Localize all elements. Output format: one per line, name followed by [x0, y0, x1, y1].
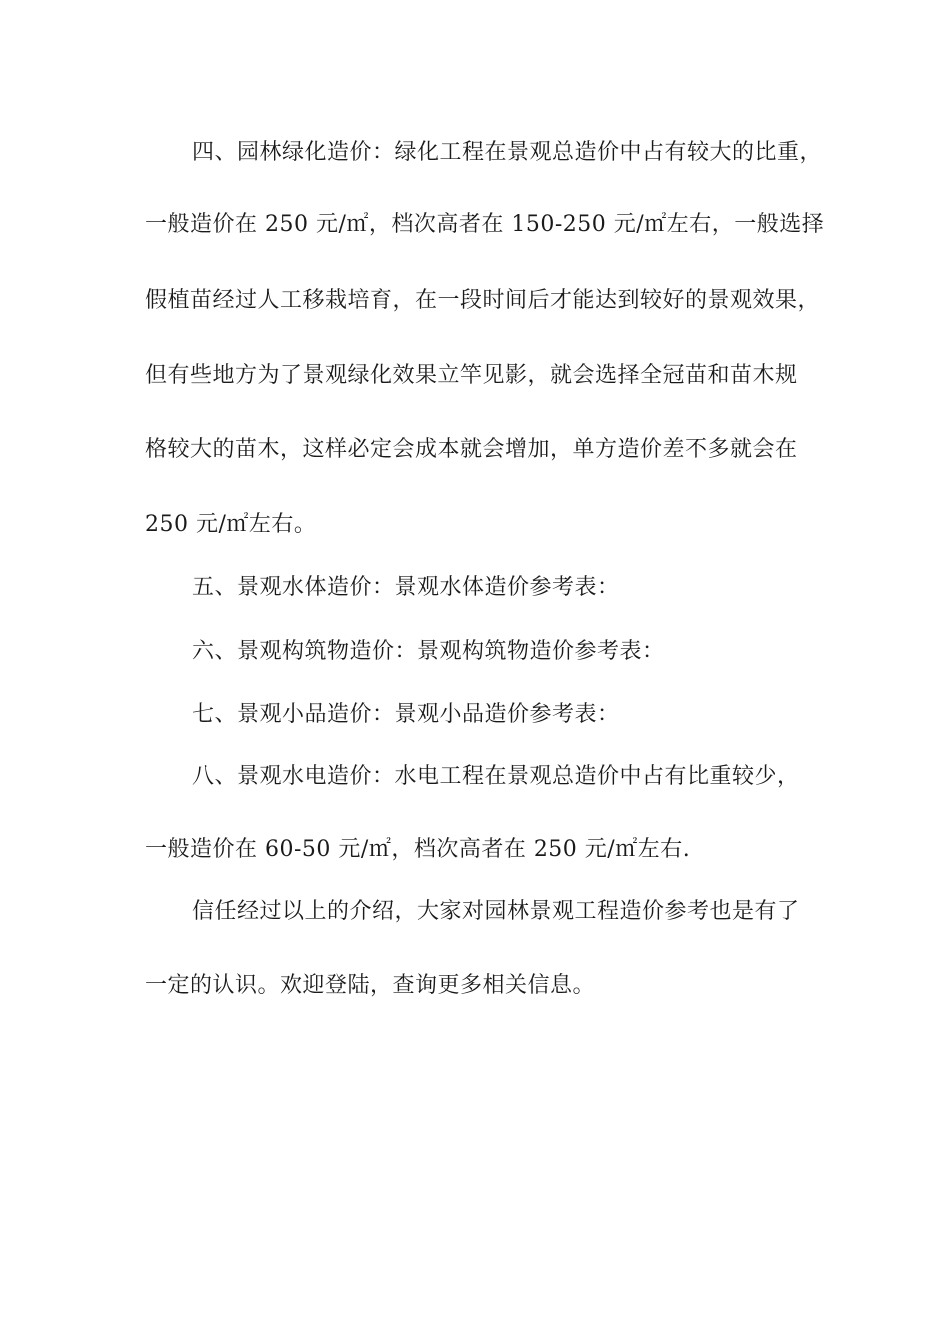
- paragraph-closing-line-1: 信任经过以上的介绍，大家对园林景观工程造价参考也是有了: [192, 899, 800, 924]
- paragraph-utilities-line-1: 八、景观水电造价：水电工程在景观总造价中占有比重较少，: [192, 764, 800, 789]
- paragraph-closing-line-2: 一定的认识。欢迎登陆，查询更多相关信息。: [145, 973, 596, 998]
- paragraph-utilities-line-2: 一般造价在 60-50 元/㎡，档次高者在 250 元/㎡左右.: [145, 837, 691, 862]
- paragraph-landscaping-line-2: 一般造价在 250 元/㎡，档次高者在 150-250 元/㎡左右，一般选择: [145, 212, 825, 237]
- paragraph-landscaping-line-5: 格较大的苗木，这样必定会成本就会增加，单方造价差不多就会在: [145, 437, 798, 462]
- paragraph-landscaping-line-4: 但有些地方为了景观绿化效果立竿见影，就会选择全冠苗和苗木规: [145, 363, 798, 388]
- paragraph-water-feature: 五、景观水体造价：景观水体造价参考表：: [192, 575, 620, 600]
- paragraph-small-features: 七、景观小品造价：景观小品造价参考表：: [192, 702, 620, 727]
- paragraph-landscaping-line-3: 假植苗经过人工移栽培育，在一段时间后才能达到较好的景观效果，: [145, 288, 821, 313]
- paragraph-landscaping-line-6: 250 元/㎡左右。: [145, 512, 317, 537]
- paragraph-structures: 六、景观构筑物造价：景观构筑物造价参考表：: [192, 639, 665, 664]
- paragraph-landscaping-line-1: 四、园林绿化造价：绿化工程在景观总造价中占有较大的比重，: [192, 140, 823, 165]
